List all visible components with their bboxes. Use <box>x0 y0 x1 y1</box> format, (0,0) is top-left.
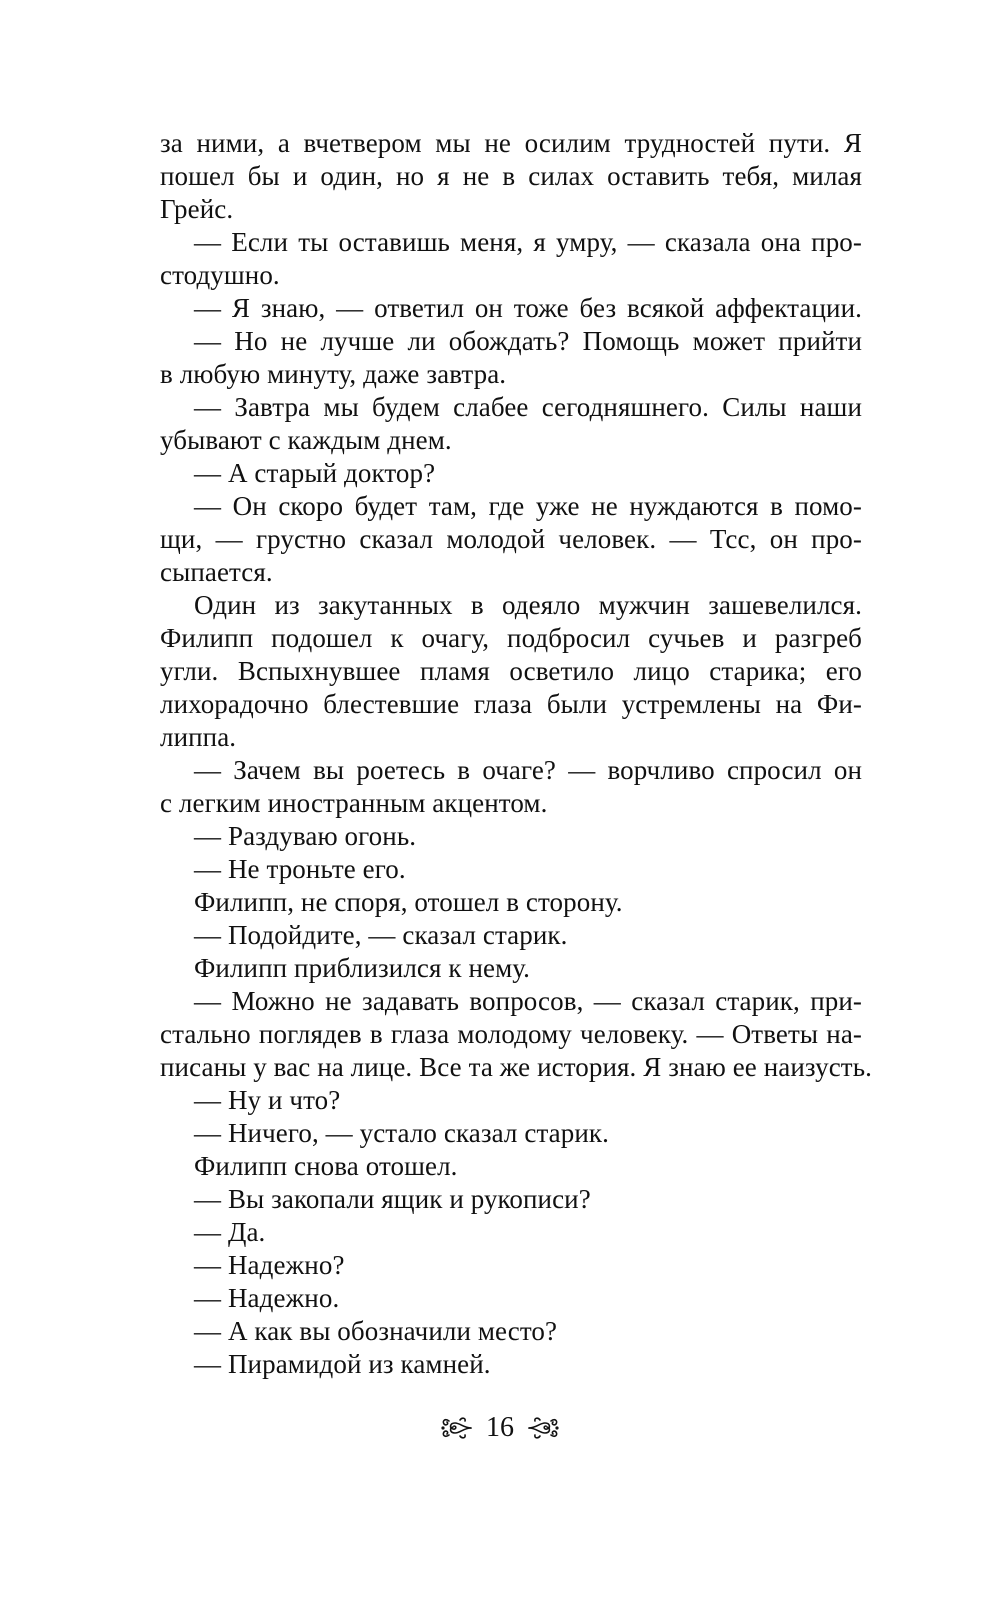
fleuron-left-icon <box>440 1415 474 1441</box>
text-line: — Подойдите, — сказал старик. <box>194 920 568 950</box>
text-line: сыпается. <box>160 557 273 587</box>
text-line: — Зачем вы роетесь в очаге? — ворчливо спросил он <box>194 755 862 785</box>
text-line: — Да. <box>194 1217 266 1247</box>
text-line: писаны у вас на лице. Все та же история. Я знаю ее наизусть. <box>160 1052 872 1082</box>
text-line: — Пирамидой из камней. <box>194 1349 491 1379</box>
text-line: — Раздуваю огонь. <box>194 821 417 851</box>
text-line: — Завтра мы будем слабее сегодняшнего. Силы наши <box>194 392 862 422</box>
fleuron-right-icon <box>526 1415 560 1441</box>
text-line: Филипп, не споря, отошел в сторону. <box>194 887 623 917</box>
text-line: стодушно. <box>160 260 280 290</box>
book-page-text <box>160 127 872 1381</box>
page-footer <box>0 1408 1000 1448</box>
text-line: щи, — грустно сказал молодой человек. — Тсс, он про- <box>160 524 862 554</box>
text-line: стально поглядев в глаза молодому человеку. — Ответы на- <box>160 1019 862 1049</box>
text-line: Филипп подошел к очагу, подбросил сучьев и разгреб <box>160 623 862 653</box>
text-line: Филипп приблизился к нему. <box>194 953 531 983</box>
text-line: — Если ты оставишь меня, я умру, — сказала она про- <box>194 227 862 257</box>
text-line: — Надежно? <box>194 1250 345 1280</box>
text-line: в любую минуту, даже завтра. <box>160 359 507 389</box>
text-line: Один из закутанных в одеяло мужчин зашевелился. <box>194 590 862 620</box>
text-line: убывают с каждым днем. <box>160 425 452 455</box>
text-line: — Он скоро будет там, где уже не нуждаются в помо- <box>194 491 862 521</box>
text-line: — Не троньте его. <box>194 854 406 884</box>
text-line: — А как вы обозначили место? <box>194 1316 558 1346</box>
text-line: за ними, а вчетвером мы не осилим трудностей пути. Я <box>160 128 862 158</box>
text-line: — Я знаю, — ответил он тоже без всякой аффектации. <box>194 293 862 323</box>
text-line: — Можно не задавать вопросов, — сказал старик, при- <box>194 986 862 1016</box>
page-number: 16 <box>486 1412 514 1443</box>
text-line: Грейс. <box>160 194 234 224</box>
text-line: — Ничего, — устало сказал старик. <box>194 1118 609 1148</box>
text-line: с легким иностранным акцентом. <box>160 788 548 818</box>
text-line: — Вы закопали ящик и рукописи? <box>194 1184 591 1214</box>
text-line: пошел бы и один, но я не в силах оставить тебя, милая <box>160 161 862 191</box>
text-line: лихорадочно блестевшие глаза были устремлены на Фи- <box>160 689 862 719</box>
text-line: — Но не лучше ли обождать? Помощь может прийти <box>194 326 862 356</box>
text-line: — Надежно. <box>194 1283 340 1313</box>
text-line: угли. Вспыхнувшее пламя осветило лицо старика; его <box>160 656 862 686</box>
text-line: — Ну и что? <box>194 1085 341 1115</box>
text-line: — А старый доктор? <box>194 458 436 488</box>
text-line: Филипп снова отошел. <box>194 1151 458 1181</box>
text-line: липпа. <box>160 722 237 752</box>
